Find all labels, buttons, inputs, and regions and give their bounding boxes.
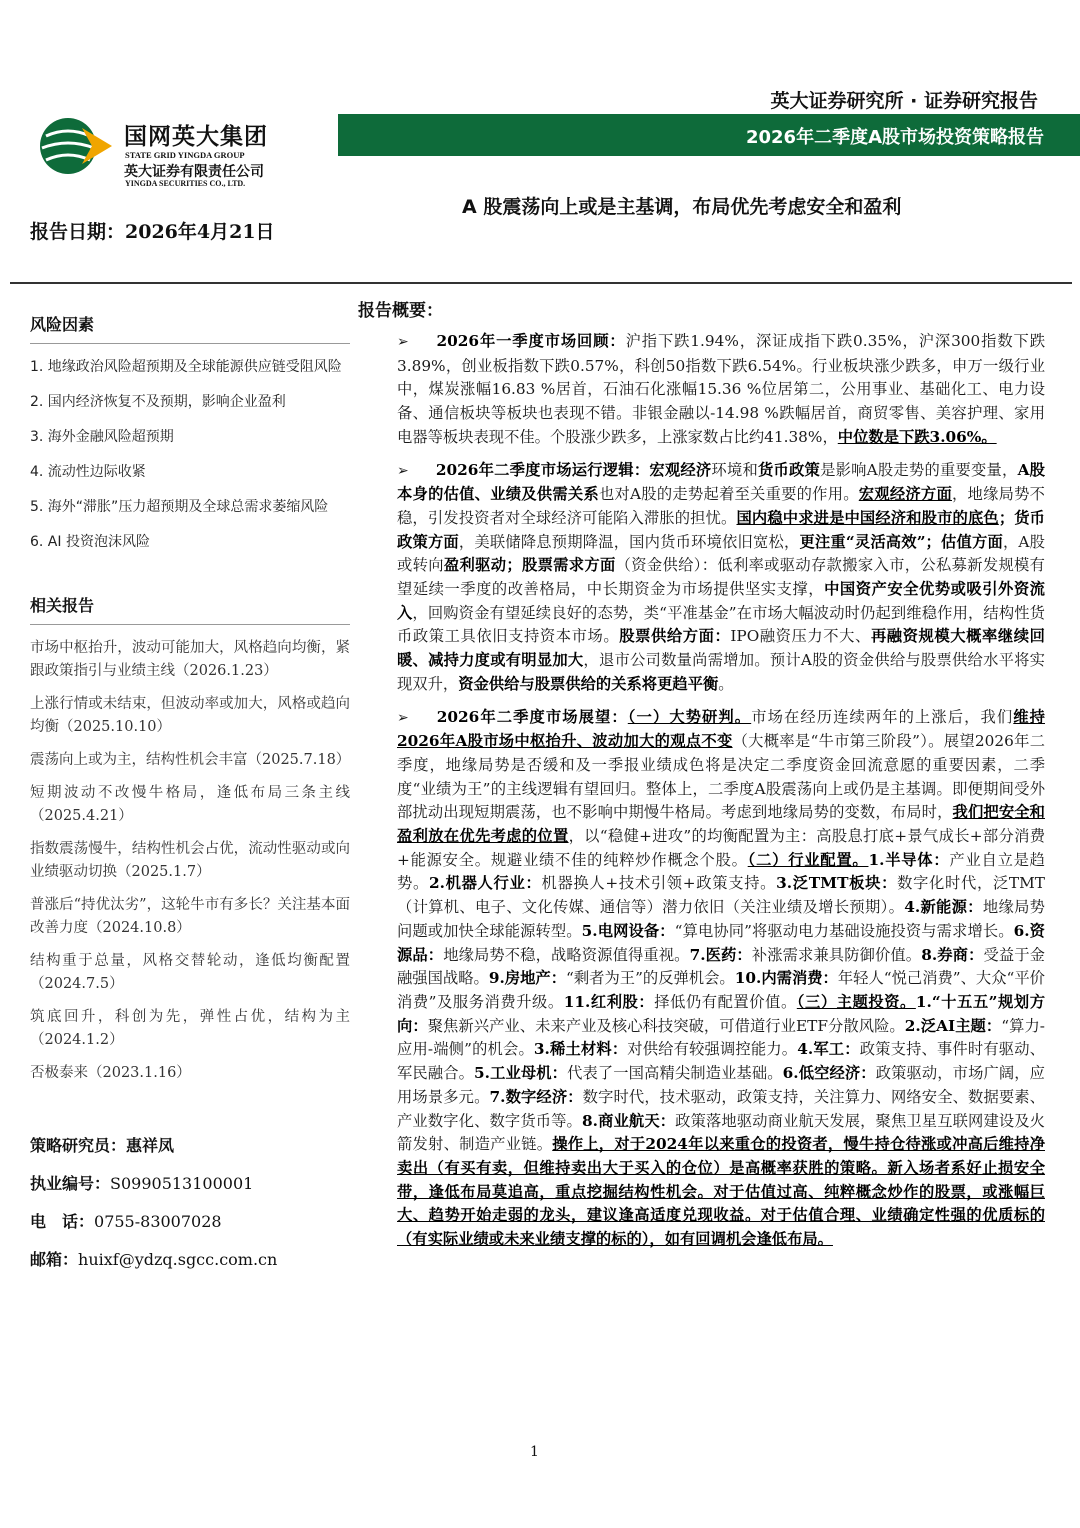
related-report-item[interactable]: 筑底回升，科创为先，弹性占优，结构为主（2024.1.2） [30,1009,350,1048]
report-date: 报告日期：2026年4月21日 [30,221,275,243]
phone-label: 电 话： [30,1212,95,1231]
related-report-item[interactable]: 短期波动不改慢牛格局，逢低布局三条主线（2025.4.21） [30,785,350,824]
related-report-item[interactable]: 震荡向上或为主，结构性机会丰富（2025.7.18） [30,752,351,768]
license-label: 执业编号： [30,1174,111,1193]
page-number: 1 [530,1444,539,1460]
logo-subtext-cn: 英大证券有限责任公司 [124,164,264,180]
risk-item: 4. 流动性边际收紧 [30,464,146,480]
risk-item: 6. AI 投资泡沫风险 [30,534,150,550]
analyst-row [30,1127,350,1165]
logo-subtext-en: YINGDA SECURITIES CO., LTD. [125,179,246,187]
report-headline: A 股震荡向上或是主基调，布局优先考虑安全和盈利 [462,196,902,218]
logo-globe-icon [38,116,114,176]
license-row [30,1165,350,1203]
institution-title: 英大证券研究所 · 证券研究报告 [770,90,1038,112]
risk-item: 5. 海外“滞胀”压力超预期及全球总需求萎缩风险 [30,499,329,515]
email-label: 邮箱： [30,1250,79,1269]
related-heading: 相关报告 [30,593,350,625]
analyst-name: 惠祥凤 [126,1136,175,1155]
horizontal-rule [10,282,1072,284]
sidebar [30,300,350,1279]
summary-paragraph-q1-review: ➢ 2026年一季度市场回顾：沪指下跌1.94%，深证成指下跌0.35%，沪深300指数下跌3.89%，创业板指数下跌0.57%，科创50指数下跌6.54%。行业板块涨少跌多，申万一级行业中，煤炭涨幅16.83 %居首，石油石化涨幅15.36 %位居第二，公用事业、基础化工、电力设备、通信板块等板块也表现不错。非银金融以-14.98 %跌幅居首，商贸零售、美容护理、家用电器等板块表现不佳。个股涨少跌多，上涨家数占比约41.38%，中位数是下跌3.06%。 [397,330,1045,450]
license-value: S0990513100001 [110,1174,254,1193]
email-value[interactable]: huixf@ydzq.sgcc.com.cn [78,1250,278,1269]
logo-text-en: STATE GRID YINGDA GROUP [125,150,245,160]
risk-item: 2. 国内经济恢复不及预期，影响企业盈利 [30,394,286,410]
related-report-item[interactable]: 否极泰来（2023.1.16） [30,1065,191,1081]
summary-paragraph-q2-logic: ➢ 2026年二季度市场运行逻辑：宏观经济环境和货币政策是影响A股走势的重要变量，A股本身的估值、业绩及供需关系也对A股的走势起着至关重要的作用。宏观经济方面，地缘局势不稳，引发投资者对全球经济可能陷入滞胀的担忧。国内稳中求进是中国经济和股市的底色；货币政策方面，美联储降息预期降温，国内货币环境依旧宽松，更注重“灵活高效”；估值方面，A股或转向盈利驱动；股票需求方面（资金供给）：低利率或驱动存款搬家入市，公私募新发规模有望延续一季度的改善格局，中长期资金为市场提供坚实支撑，中国资产安全优势或吸引外资流入，回购资金有望延续良好的态势，类“平准基金”在市场大幅波动时仍起到维稳作用，结构性货币政策工具依旧支持资本市场。股票供给方面：IPO融资压力不大、再融资规模大概率继续回暖、减持力度或有明显加大，退市公司数量尚需增加。预计A股的资金供给与股票供给水平将实现双升，资金供给与股票供给的关系将更趋平衡。 [397,459,1045,697]
related-report-item[interactable]: 市场中枢抬升，波动可能加大，风格趋向均衡，紧跟政策指引与业绩主线（2026.1.23） [30,640,350,679]
phone-value: 0755-83007028 [94,1212,222,1231]
related-list [30,637,350,1085]
risk-item: 3. 海外金融风险超预期 [30,429,174,445]
logo-text-cn: 国网英大集团 [124,124,268,150]
summary-paragraph-q2-outlook: ➢ 2026年二季度市场展望：（一）大势研判。市场在经历连续两年的上涨后，我们维持2026年A股市场中枢抬升、波动加大的观点不变（大概率是“牛市第三阶段”）。展望2026年二季度，地缘局势是否缓和及一季报业绩成色将是决定二季度资金回流意愿的重要因素，二季度“业绩为王”的主线逻辑有望回归。整体上，二季度A股震荡向上或仍是主基调。即便期间受外部扰动出现短期震荡，也不影响中期慢牛格局。考虑到地缘局势的变数，布局时，我们把安全和盈利放在优先考虑的位置，以“稳健+进攻”的均衡配置为主：高股息打底+景气成长+部分消费+能源安全。规避业绩不佳的纯粹炒作概念个股。（二）行业配置。1.半导体：产业自立是趋势。2.机器人行业：机器换人+技术引领+政策支持。3.泛TMT板块：数字化时代，泛TMT（计算机、电子、文化传媒、通信等）潜力依旧（关注业绩及增长预期）。4.新能源：地缘局势问题或加快全球能源转型。5.电网设备：“算电协同”将驱动电力基础设施投资与需求增长。6.资源品：地缘局势不稳，战略资源值得重视。7.医药：补涨需求兼具防御价值。8.券商：受益于金融强国战略。9.房地产：“剩者为王”的反弹机会。10.内需消费：年轻人“悦己消费”、大众“平价消费”及服务消费升级。11.红利股：择低仍有配置价值。（三）主题投资。1.“十五五”规划方向：聚焦新兴产业、未来产业及核心科技突破，可借道行业ETF分散风险。2.泛AI主题：“算力-应用-端侧”的机会。3.稀土材料：对供给有较强调控能力。4.军工：政策支持、事件时有驱动、军民融合。5.工业母机：代表了一国高精尖制造业基础。6.低空经济：政策驱动，市场广阔，应用场景多元。7.数字经济：数字时代，技术驱动，政策支持，关注算力、网络安全、数据要素、产业数字化、数字货币等。8.商业航天：政策落地驱动商业航天发展，聚焦卫星互联网建设及火箭发射、制造产业链。操作上，对于2024年以来重仓的投资者，慢牛持仓待涨或冲高后维持净卖出（有买有卖，但维持卖出大于买入的仓位）是高概率获胜的策略。新入场者系好止损安全带，逢低布局莫追高，重点挖掘结构性机会。对于估值过高、纯粹概念炒作的股票，或涨幅巨大、趋势开始走弱的龙头，建议逢高适度兑现收益。对于估值合理、业绩确定性强的优质标的（有实际业绩或未来业绩支撑的标的），如有回调机会逢低布局。 [397,706,1045,1252]
email-row [30,1241,350,1279]
related-report-item[interactable]: 上涨行情或未结束，但波动率或加大，风格或趋向均衡（2025.10.10） [30,696,350,735]
summary-title: 报告概要： [358,301,443,321]
risk-list [30,356,350,553]
related-report-item[interactable]: 普涨后“持优汰劣”，这轮牛市有多长？关注基本面改善力度（2024.10.8） [30,897,350,936]
summary-body [397,330,1045,1261]
related-report-item[interactable]: 结构重于总量，风格交替轮动，逢低均衡配置（2024.7.5） [30,953,350,992]
risk-item: 1. 地缘政治风险超预期及全球能源供应链受阻风险 [30,359,342,375]
related-report-item[interactable]: 指数震荡慢牛，结构性机会占优，流动性驱动或向业绩驱动切换（2025.1.7） [30,841,350,880]
analyst-info [30,1127,350,1279]
report-banner: 2026年二季度A股市场投资策略报告 [338,120,1080,156]
company-logo [38,112,298,188]
phone-row [30,1203,350,1241]
analyst-label: 策略研究员： [30,1136,127,1155]
risk-heading: 风险因素 [30,312,350,344]
